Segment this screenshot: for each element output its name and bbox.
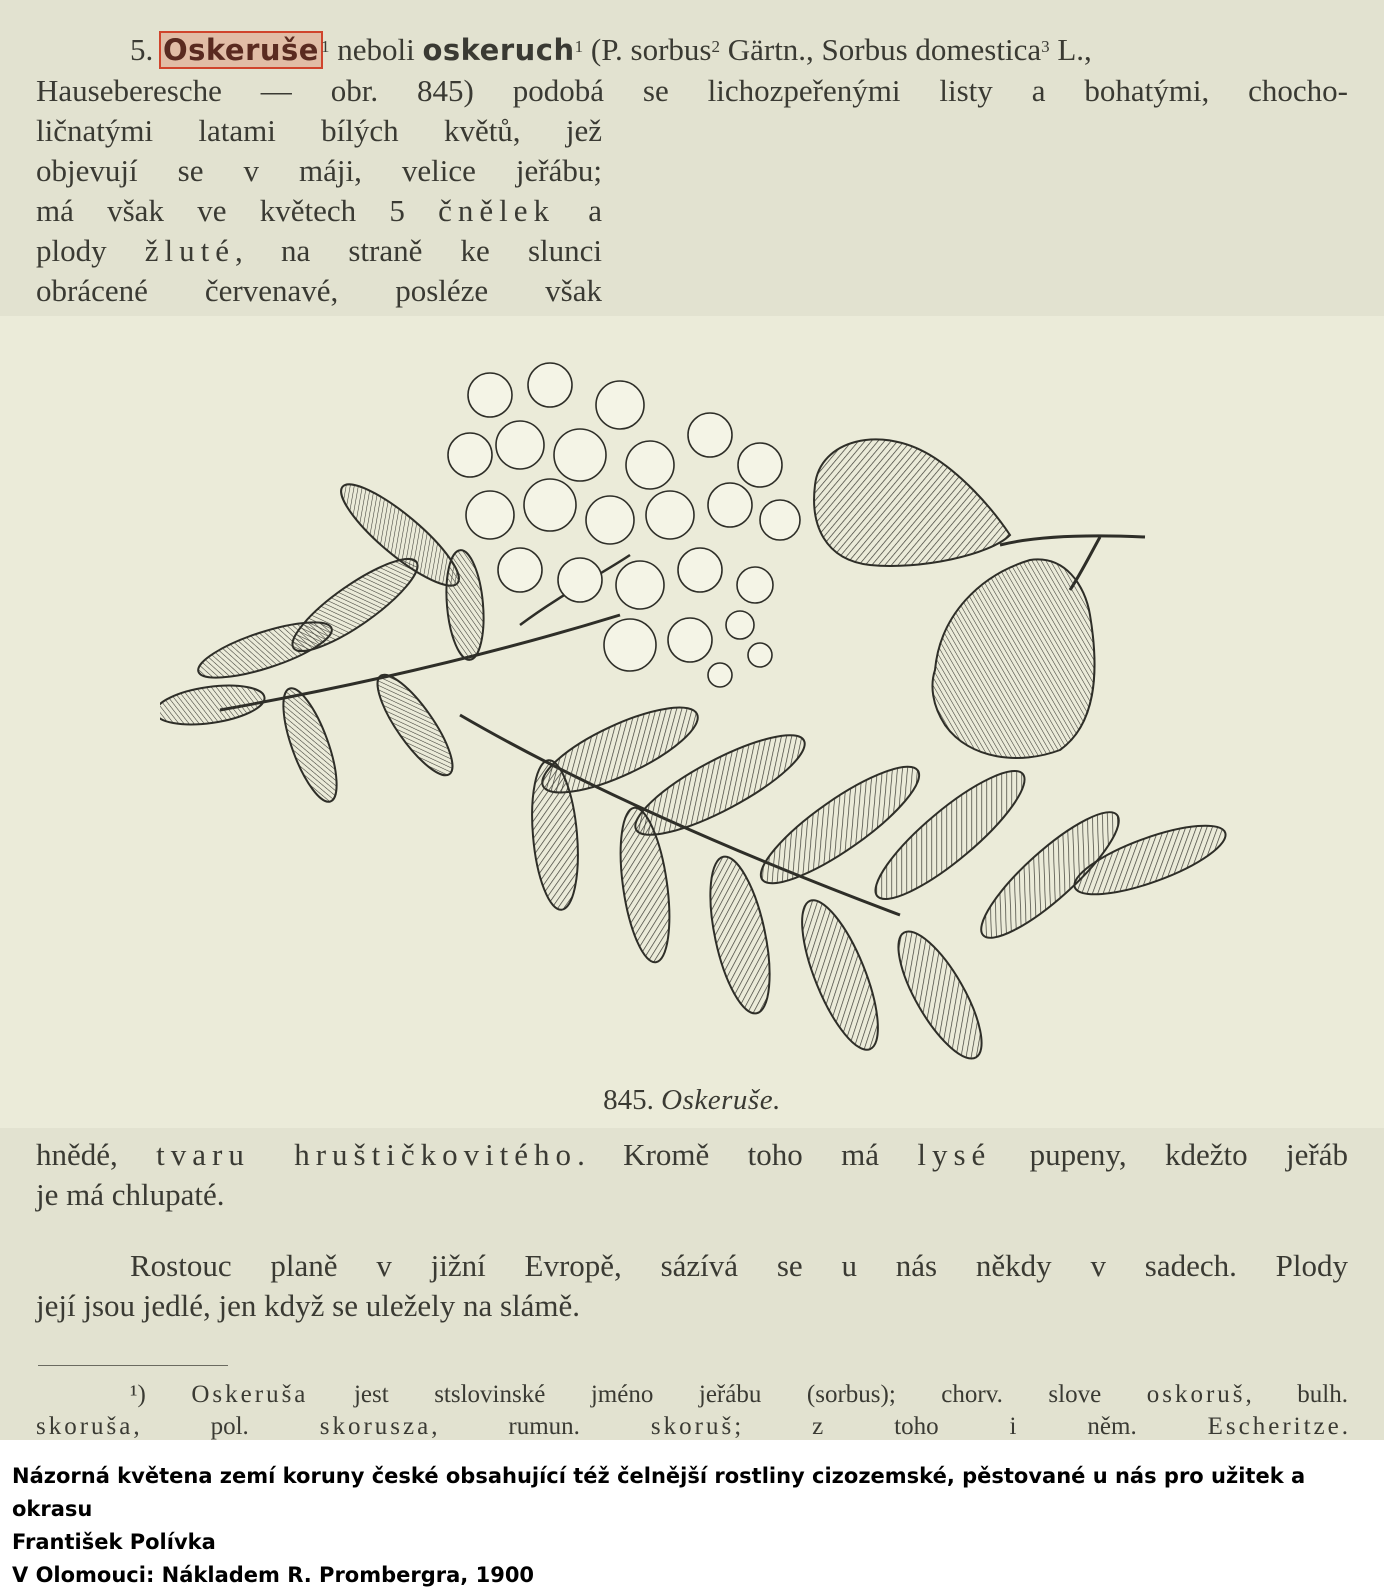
source-author: František Polívka [12, 1530, 216, 1554]
entry-number: 5. [130, 32, 154, 67]
para1-line2: Hauseberesche — obr. 845) podobá se lichozpeřenými listy a bohatými, chocho- [36, 73, 1348, 108]
spaced-text: skoruša [36, 1413, 134, 1440]
leaf-branch-lower [460, 691, 1233, 1069]
para1-line3: ličnatými latami bílých květů, jež [36, 113, 602, 148]
footnote-line2 [36, 1412, 1348, 1440]
text: . Kromě toho má [577, 1137, 918, 1172]
source-publisher: V Olomouci: Nákladem R. Prombergra, 1900 [12, 1563, 535, 1587]
spaced-text: skorusza [319, 1413, 432, 1440]
text: . [1341, 1413, 1348, 1440]
sorbus-domestica-illustration [160, 355, 1250, 1075]
text: (P. sorbus [583, 32, 712, 67]
fruit-pair [814, 439, 1145, 758]
text: jest stslovinské jméno jeřábu (sorbus); chorv. slove [308, 1381, 1147, 1408]
highlighted-term: Oskeruše [163, 33, 319, 67]
para3-line2: její jsou jedlé, jen když se uležely na slámě. [36, 1288, 581, 1323]
para2-line2: je má chlupaté. [36, 1177, 225, 1212]
footnote-ref: 2 [711, 37, 720, 56]
spaced-text: lysé [917, 1137, 992, 1172]
para3-line1: Rostouc planě v jižní Evropě, sázívá se u nás někdy v sadech. Plody [130, 1248, 1348, 1283]
spaced-text: tvaru hruštičkovitého [156, 1137, 578, 1172]
footnote-marker: ¹) [130, 1381, 146, 1408]
term-bold: oskeruch [422, 33, 575, 67]
source-title: Názorná květena zemí koruny české obsahující též čelnější rostliny cizozemské, pěstované u nás pro užitek a okrasu [12, 1464, 1306, 1521]
spaced-text: Escheritze [1207, 1413, 1342, 1440]
spaced-text: čnělek [438, 193, 555, 228]
footnote-rule [38, 1365, 228, 1366]
text: , bulh. [1245, 1381, 1349, 1408]
text: ; z toho i něm. [734, 1413, 1208, 1440]
spaced-text: žluté [144, 233, 236, 268]
figure-name: Oskeruše. [661, 1084, 781, 1116]
text: má však ve květech 5 [36, 193, 439, 228]
text: pupeny, kdežto jeřáb [991, 1137, 1348, 1172]
text: plody [36, 233, 145, 268]
footnote-ref: 1 [320, 37, 330, 56]
para1-line1 [130, 32, 1092, 68]
text: neboli [329, 32, 423, 67]
spaced-text: skoruš [650, 1413, 735, 1440]
para1-line5 [36, 193, 602, 229]
figure-number: 845. [603, 1084, 654, 1116]
text: , rumun. [431, 1413, 651, 1440]
text: L., [1049, 32, 1092, 67]
text: hnědé, [36, 1137, 157, 1172]
text: , na straně ke slunci [235, 233, 602, 268]
footnote-ref: 1 [574, 37, 584, 56]
spaced-text: Oskeruša [191, 1381, 309, 1408]
para1-line6 [36, 233, 602, 269]
para2-line1 [36, 1137, 1348, 1173]
flower-cluster [448, 363, 800, 687]
text: Gärtn., Sorbus domestica [719, 32, 1042, 67]
figure-caption [0, 1084, 1384, 1117]
spaced-text: oskoruš [1146, 1381, 1246, 1408]
footnote-ref: 3 [1041, 37, 1050, 56]
text: a [554, 193, 602, 228]
source-credit [12, 1460, 1384, 1592]
para1-line7: obrácené červenavé, posléze však [36, 273, 602, 308]
text: , pol. [133, 1413, 320, 1440]
footnote-line1 [130, 1380, 1348, 1410]
para1-line4: objevují se v máji, velice jeřábu; [36, 153, 602, 188]
